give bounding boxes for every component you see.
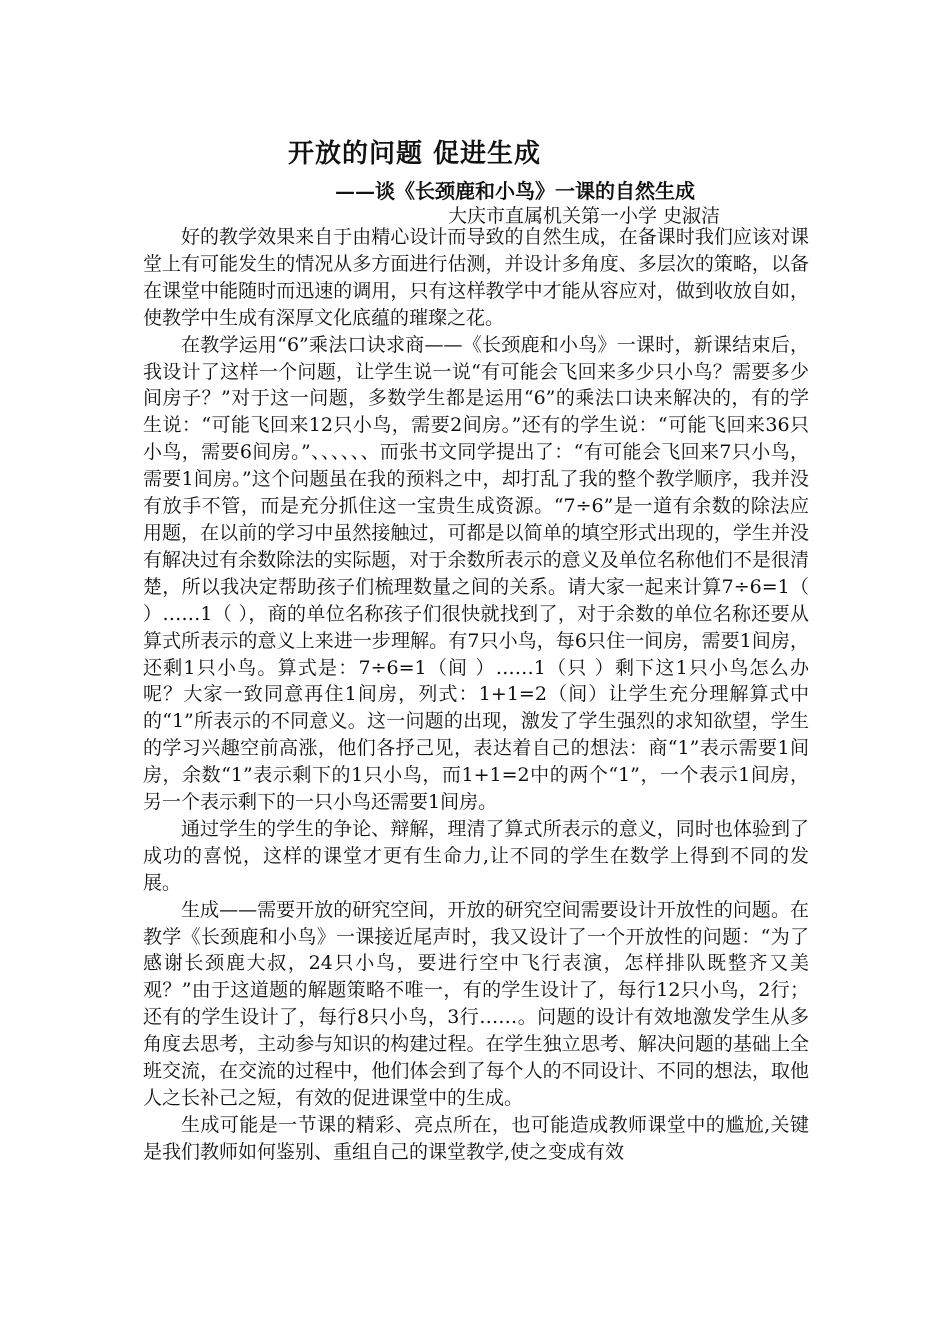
paragraph: 好的教学效果来自于由精心设计而导致的自然生成，在备课时我们应该对课堂上有可能发生的情况从多方面进行估测，并设计多角度、多层次的策略，以备在课堂中能随时而迅速的调用，只有这样教学中才能从容应对，做到收放自如，使教学中生成有深厚文化底蕴的璀璨之花。 [143,226,809,329]
document-subtitle: ——谈《长颈鹿和小鸟》一课的自然生成 [335,179,695,203]
document-title: 开放的问题 促进生成 [288,139,542,169]
paragraph: 通过学生的学生的争论、辩解，理清了算式所表示的意义，同时也体验到了成功的喜悦，这样的课堂才更有生命力,让不同的学生在数学上得到不同的发展。 [143,817,809,894]
paragraph: 生成可能是一节课的精彩、亮点所在，也可能造成教师课堂中的尴尬,关键是我们教师如何鉴别、重组自己的课堂教学,使之变成有效 [143,1113,809,1163]
author-line: 大庆市直属机关第一小学 史淑洁 [448,205,721,227]
paragraph: 生成——需要开放的研究空间，开放的研究空间需要设计开放性的问题。在教学《长颈鹿和小鸟》一课接近尾声时，我又设计了一个开放性的问题：“为了感谢长颈鹿大叔，24只小鸟，要进行空中飞行表演，怎样排队既整齐又美观？”由于这道题的解题策略不唯一，有的学生设计了，每行12只小鸟，2行；还有的学生设计了，每行8只小鸟，3行……。问题的设计有效地激发学生从多角度去思考，主动参与知识的构建过程。在学生独立思考、解决问题的基础上全班交流，在交流的过程中，他们体会到了每个人的不同设计、不同的想法，取他人之长补己之短，有效的促进课堂中的生成。 [143,898,809,1109]
article-body [143,224,809,1166]
paragraph: 在教学运用“6”乘法口诀求商——《长颈鹿和小鸟》一课时，新课结束后，我设计了这样一个问题，让学生说一说“有可能会飞回来多少只小鸟？需要多少间房子？”对于这一问题，多数学生都是运用“6”的乘法口诀来解决的，有的学生说：“可能飞回来12只小鸟，需要2间房。”还有的学生说：“可能飞回来36只小鸟，需要6间房。”、、、、、、而张书文同学提出了：“有可能会飞回来7只小鸟，需要1间房。”这个问题虽在我的预料之中，却打乱了我的整个教学顺序，我并没有放手不管，而是充分抓住这一宝贵生成资源。“7÷6”是一道有余数的除法应用题，在以前的学习中虽然接触过，可都是以简单的填空形式出现的，学生并没有解决过有余数除法的实际题，对于余数所表示的意义及单位名称他们不是很清楚，所以我决定帮助孩子们梳理数量之间的关系。请大家一起来计算7÷6=1（ ）……1（ ），商的单位名称孩子们很快就找到了，对于余数的单位名称还要从算式所表示的意义上来进一步理解。有7只小鸟，每6只住一间房，需要1间房，还剩1只小鸟。算式是：7÷6=1（间 ）……1（只 ）剩下这1只小鸟怎么办呢？大家一致同意再住1间房，列式：1+1=2（间）让学生充分理解算式中的“1”所表示的不同意义。这一问题的出现，激发了学生强烈的求知欲望，学生的学习兴趣空前高涨，他们各抒己见，表达着自己的想法：商“1”表示需要1间房，余数“1”表示剩下的1只小鸟，而1+1=2中的两个“1”，一个表示1间房，另一个表示剩下的一只小鸟还需要1间房。 [143,333,809,814]
